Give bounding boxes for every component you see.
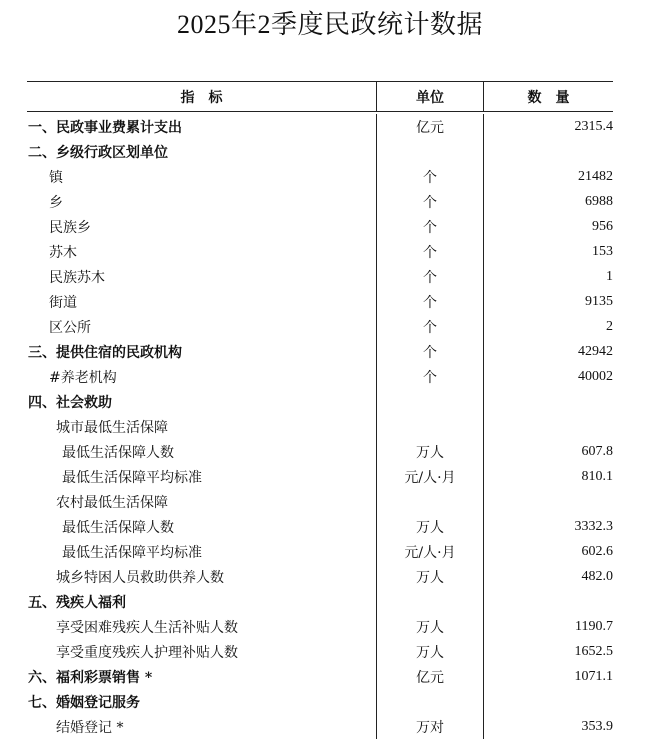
table-row: [27, 189, 613, 214]
row-value: 602.6: [581, 543, 613, 559]
table-row: [27, 139, 613, 164]
row-label: 享受困难残疾人生活补贴人数: [27, 614, 377, 639]
row-label: 享受重度残疾人护理补贴人数: [27, 639, 377, 664]
row-label: 最低生活保障人数: [27, 514, 377, 539]
row-label: 民族苏木: [27, 264, 377, 289]
row-label: 一、民政事业费累计支出: [27, 114, 377, 139]
table-row: [27, 389, 613, 414]
table-row: [27, 289, 613, 314]
row-label: 镇: [27, 164, 377, 189]
row-value: 607.8: [581, 443, 613, 459]
row-label: 街道: [27, 289, 377, 314]
table-row: [27, 214, 613, 239]
table-row: [27, 239, 613, 264]
row-value: 482.0: [581, 568, 613, 584]
row-label: 二、乡级行政区划单位: [27, 139, 377, 164]
table-row: [27, 114, 613, 139]
row-label: 四、社会救助: [27, 389, 377, 414]
table-body: [27, 114, 613, 739]
row-label: 区公所: [27, 314, 377, 339]
table-row: [27, 314, 613, 339]
row-label: 结婚登记 *: [27, 714, 377, 739]
row-value: 153: [592, 243, 613, 259]
row-unit: [377, 139, 484, 164]
row-unit: 万人: [377, 439, 484, 464]
row-label: 七、婚姻登记服务: [27, 689, 377, 714]
table-row: [27, 464, 613, 489]
table-row: [27, 364, 613, 389]
row-unit: 个: [377, 189, 484, 214]
row-unit: 个: [377, 264, 484, 289]
row-unit: 万人: [377, 639, 484, 664]
row-label: 城乡特困人员救助供养人数: [27, 564, 377, 589]
row-label: 五、残疾人福利: [27, 589, 377, 614]
row-unit: 万人: [377, 564, 484, 589]
row-value: [484, 414, 613, 439]
row-label: 农村最低生活保障: [27, 489, 377, 514]
table-row: [27, 689, 613, 714]
row-unit: 个: [377, 339, 484, 364]
row-label: 民族乡: [27, 214, 377, 239]
row-unit: [377, 589, 484, 614]
row-value: 9135: [585, 293, 613, 309]
row-value: 21482: [578, 168, 613, 184]
table-row: [27, 539, 613, 564]
row-unit: 个: [377, 289, 484, 314]
statistics-table: [27, 81, 613, 739]
table-row: [27, 489, 613, 514]
row-value: 1071.1: [574, 668, 613, 684]
row-unit: [377, 689, 484, 714]
row-value: 2315.4: [574, 118, 613, 134]
table-row: [27, 589, 613, 614]
row-value: 42942: [578, 343, 613, 359]
table-row: [27, 339, 613, 364]
row-unit: 万人: [377, 514, 484, 539]
row-value: 6988: [585, 193, 613, 209]
table-row: [27, 564, 613, 589]
row-value: [484, 689, 613, 714]
row-unit: 个: [377, 164, 484, 189]
row-unit: 个: [377, 364, 484, 389]
row-unit: 亿元: [377, 114, 484, 139]
row-unit: 个: [377, 239, 484, 264]
row-value: 810.1: [581, 468, 613, 484]
row-value: 956: [592, 218, 613, 234]
row-unit: 万对: [377, 714, 484, 739]
row-label: 城市最低生活保障: [27, 414, 377, 439]
page-title: 2025年2季度民政统计数据: [176, 10, 483, 39]
header-indicator: 指 标: [27, 82, 377, 111]
row-unit: 元/人·月: [377, 464, 484, 489]
row-label: 苏木: [27, 239, 377, 264]
row-label: 乡: [27, 189, 377, 214]
table-row: [27, 664, 613, 689]
row-value: 3332.3: [574, 518, 613, 534]
header-quantity: 数 量: [527, 90, 570, 106]
table-row: [27, 514, 613, 539]
row-label: #养老机构: [27, 364, 377, 389]
row-unit: [377, 489, 484, 514]
row-unit: 万人: [377, 614, 484, 639]
table-row: [27, 714, 613, 739]
header-unit: 单位: [377, 82, 484, 111]
row-value: 40002: [578, 368, 613, 384]
row-unit: 个: [377, 214, 484, 239]
table-row: [27, 414, 613, 439]
row-label: 最低生活保障平均标准: [27, 464, 377, 489]
row-unit: [377, 389, 484, 414]
row-unit: 个: [377, 314, 484, 339]
row-label: 最低生活保障平均标准: [27, 539, 377, 564]
table-row: [27, 164, 613, 189]
row-unit: 亿元: [377, 664, 484, 689]
table-row: [27, 264, 613, 289]
table-row: [27, 639, 613, 664]
row-label: 三、提供住宿的民政机构: [27, 339, 377, 364]
row-value: [484, 489, 613, 514]
row-value: 2: [606, 318, 613, 334]
row-value: 353.9: [581, 718, 613, 734]
row-value: [484, 389, 613, 414]
row-value: 1: [606, 268, 613, 284]
row-unit: 元/人·月: [377, 539, 484, 564]
row-label: 最低生活保障人数: [27, 439, 377, 464]
row-value: 1652.5: [574, 643, 613, 659]
table-row: [27, 439, 613, 464]
table-row: [27, 614, 613, 639]
row-value: [484, 139, 613, 164]
table-header: [27, 82, 613, 112]
row-value: 1190.7: [575, 618, 613, 634]
row-unit: [377, 414, 484, 439]
row-value: [484, 589, 613, 614]
row-label: 六、福利彩票销售 *: [27, 664, 377, 689]
